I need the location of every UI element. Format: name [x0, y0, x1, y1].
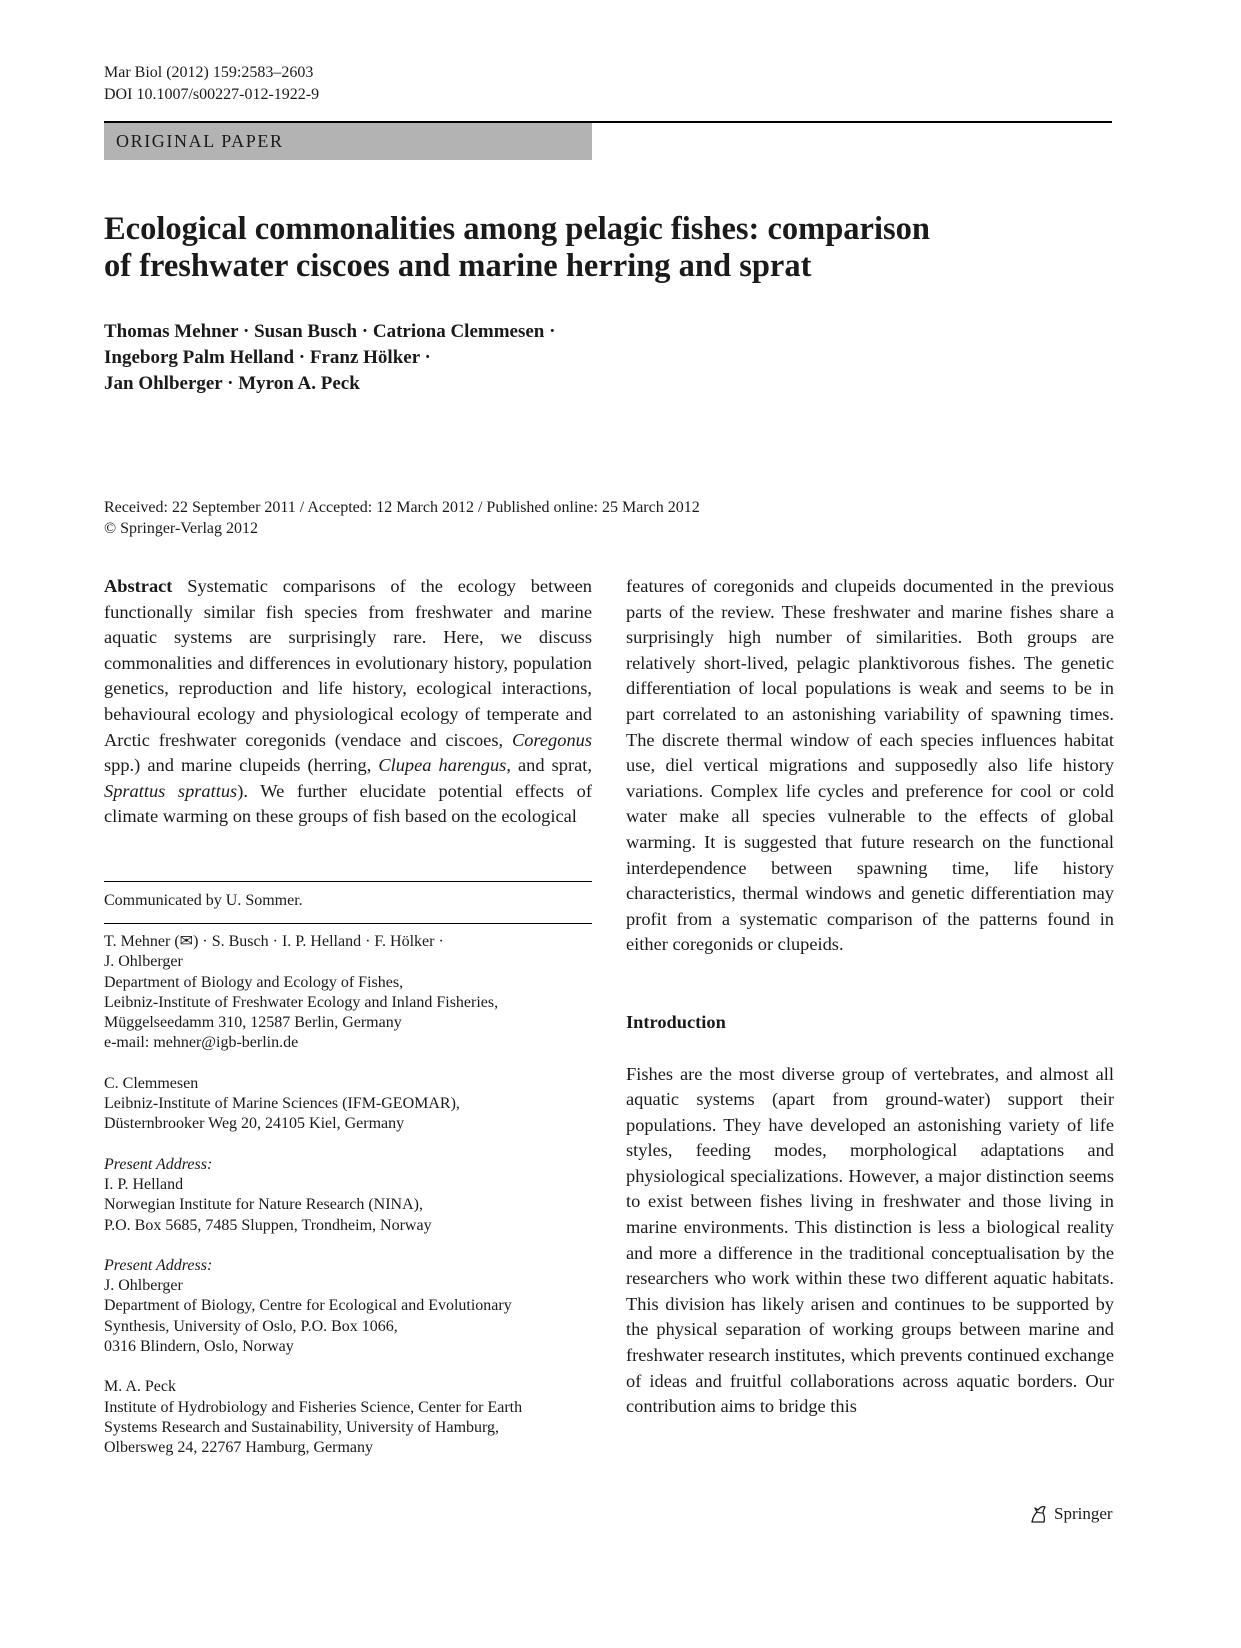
history-dates: Received: 22 September 2011 / Accepted: 12 March 2012 / Published online: 25 March 2012	[104, 499, 700, 516]
affil3-addr: P.O. Box 5685, 7485 Sluppen, Trondheim, Norway	[104, 1216, 432, 1234]
affil5-addr: Olbersweg 24, 22767 Hamburg, Germany	[104, 1439, 373, 1457]
title-line-2: of freshwater ciscoes and marine herring and sprat	[104, 248, 812, 284]
affil2-addr: Düsternbrooker Weg 20, 24105 Kiel, Germany	[104, 1115, 405, 1133]
envelope-icon: ✉	[179, 933, 194, 950]
affil5-inst2: Systems Research and Sustainability, University of Hamburg,	[104, 1418, 500, 1436]
introduction-heading: Introduction	[626, 1011, 726, 1032]
journal-citation-block	[104, 62, 319, 106]
affil1-names-a: T. Mehner (	[104, 933, 180, 950]
title-line-1: Ecological commonalities among pelagic fishes: comparison	[104, 211, 930, 247]
article-title	[104, 211, 1004, 285]
right-column	[626, 574, 1114, 1420]
affiliation-3	[104, 1155, 592, 1236]
abstract-text-d: ). We further elucidate potential effects of climate warming on these groups of fish based on the ecological	[104, 780, 592, 827]
publication-dates	[104, 497, 700, 539]
species-sprat: Sprattus sprattus	[104, 780, 238, 801]
section-label: ORIGINAL PAPER	[104, 123, 592, 160]
affil2-inst: Leibniz-Institute of Marine Sciences (IFM-GEOMAR),	[104, 1095, 460, 1113]
affil4-present: Present Address:	[104, 1256, 213, 1274]
abstract-label: Abstract	[104, 576, 173, 596]
affil4-name: J. Ohlberger	[104, 1277, 183, 1295]
genus-coregonus: Coregonus	[511, 729, 592, 750]
communicated-by: Communicated by U. Sommer.	[104, 892, 303, 909]
abstract-text-b: spp.) and marine clupeids (herring,	[104, 755, 379, 776]
affil1-names	[104, 932, 592, 952]
affil3-name: I. P. Helland	[104, 1175, 184, 1193]
affil3-inst: Norwegian Institute for Nature Research (NINA),	[104, 1196, 423, 1214]
affil1-names-c: J. Ohlberger	[104, 953, 183, 971]
springer-horse-icon	[1028, 1503, 1050, 1525]
affil4-dept: Department of Biology, Centre for Ecological and Evolutionary	[104, 1297, 512, 1315]
author-list	[104, 319, 804, 397]
abstract-left-column	[104, 574, 592, 830]
affil5-name: M. A. Peck	[104, 1378, 176, 1396]
affil2-name: C. Clemmesen	[104, 1074, 199, 1092]
springer-logo	[1028, 1503, 1113, 1525]
affil5-inst: Institute of Hydrobiology and Fisheries Science, Center for Earth	[104, 1398, 523, 1416]
introduction-paragraph: Fishes are the most diverse group of vertebrates, and almost all aquatic systems (apart from ground-water) support their populations. They have developed an astonishing variety of life styles, feeding modes, morphological adaptations and physiological specializations. However, a major distinction seems to exist between fishes living in freshwater and those living in marine environments. This distinction is less a biological reality and more a difference in the traditional conceptualisation by the researchers who work within these two different aquatic habitats. This division has likely arisen and continues to be supported by the physical separation of working groups between marine and freshwater research institutes, which prevents continued exchange of ideas and fruitful collaborations across aquatic borders. Our contribution aims to bridge this	[626, 1063, 1114, 1417]
affil1-inst: Leibniz-Institute of Freshwater Ecology and Inland Fisheries,	[104, 993, 499, 1011]
affil1-dept: Department of Biology and Ecology of Fishes,	[104, 973, 404, 991]
affil4-dept2: Synthesis, University of Oslo, P.O. Box 1066,	[104, 1317, 398, 1335]
abstract-text-c: , and sprat,	[506, 755, 592, 776]
footnote-rule-top	[104, 881, 592, 882]
affil1-addr: Müggelseedamm 310, 12587 Berlin, Germany	[104, 1014, 402, 1032]
corresponding-email[interactable]: e-mail: mehner@igb-berlin.de	[104, 1034, 299, 1052]
affiliation-1	[104, 932, 592, 1054]
authors-line-2: Ingeborg Palm Helland · Franz Hölker ·	[104, 347, 431, 368]
journal-citation: Mar Biol (2012) 159:2583–2603	[104, 64, 314, 81]
doi: DOI 10.1007/s00227-012-1922-9	[104, 86, 320, 103]
footnote-rule-bottom	[104, 923, 592, 924]
affiliation-5	[104, 1377, 592, 1458]
affil1-names-b: ) · S. Busch · I. P. Helland · F. Hölker ·	[193, 933, 444, 950]
publisher-name: Springer	[1054, 1504, 1113, 1523]
abstract-paragraph	[104, 574, 592, 830]
affiliation-4	[104, 1256, 592, 1357]
affiliation-2	[104, 1074, 592, 1135]
species-herring: Clupea harengus	[378, 755, 507, 776]
authors-line-3: Jan Ohlberger · Myron A. Peck	[104, 373, 360, 394]
affil4-addr: 0316 Blindern, Oslo, Norway	[104, 1338, 294, 1356]
affiliations	[104, 932, 592, 1479]
authors-line-1: Thomas Mehner · Susan Busch · Catriona Clemmesen ·	[104, 321, 556, 342]
copyright: © Springer-Verlag 2012	[104, 520, 259, 537]
abstract-continuation: features of coregonids and clupeids documented in the previous parts of the review. These freshwater and marine fishes share a surprisingly high number of similarities. Both groups are relatively short-lived, pelagic planktivorous fishes. The genetic differentiation of local populations is weak and seems to be in part correlated to an astonishing variability of spawning times. The discrete thermal window of each species influences habitat use, diel vertical migrations and supposedly also life history variations. Complex life cycles and preference for cool or cold water make all species vulnerable to the effects of global warming. It is suggested that future research on the functional interdependence between spawning time, life history characteristics, thermal windows and genetic differentiation may profit from a systematic comparison of the patterns found in either coregonids or clupeids.	[626, 576, 1114, 955]
affil3-present: Present Address:	[104, 1155, 213, 1173]
abstract-text-a: Systematic comparisons of the ecology between functionally similar fish species from freshwater and marine aquatic systems are surprisingly rare. Here, we discuss commonalities and differences in evolutionary history, population genetics, reproduction and life history, ecological interactions, behavioural ecology and physiological ecology of temperate and Arctic freshwater coregonids (vendace and ciscoes,	[104, 576, 592, 750]
